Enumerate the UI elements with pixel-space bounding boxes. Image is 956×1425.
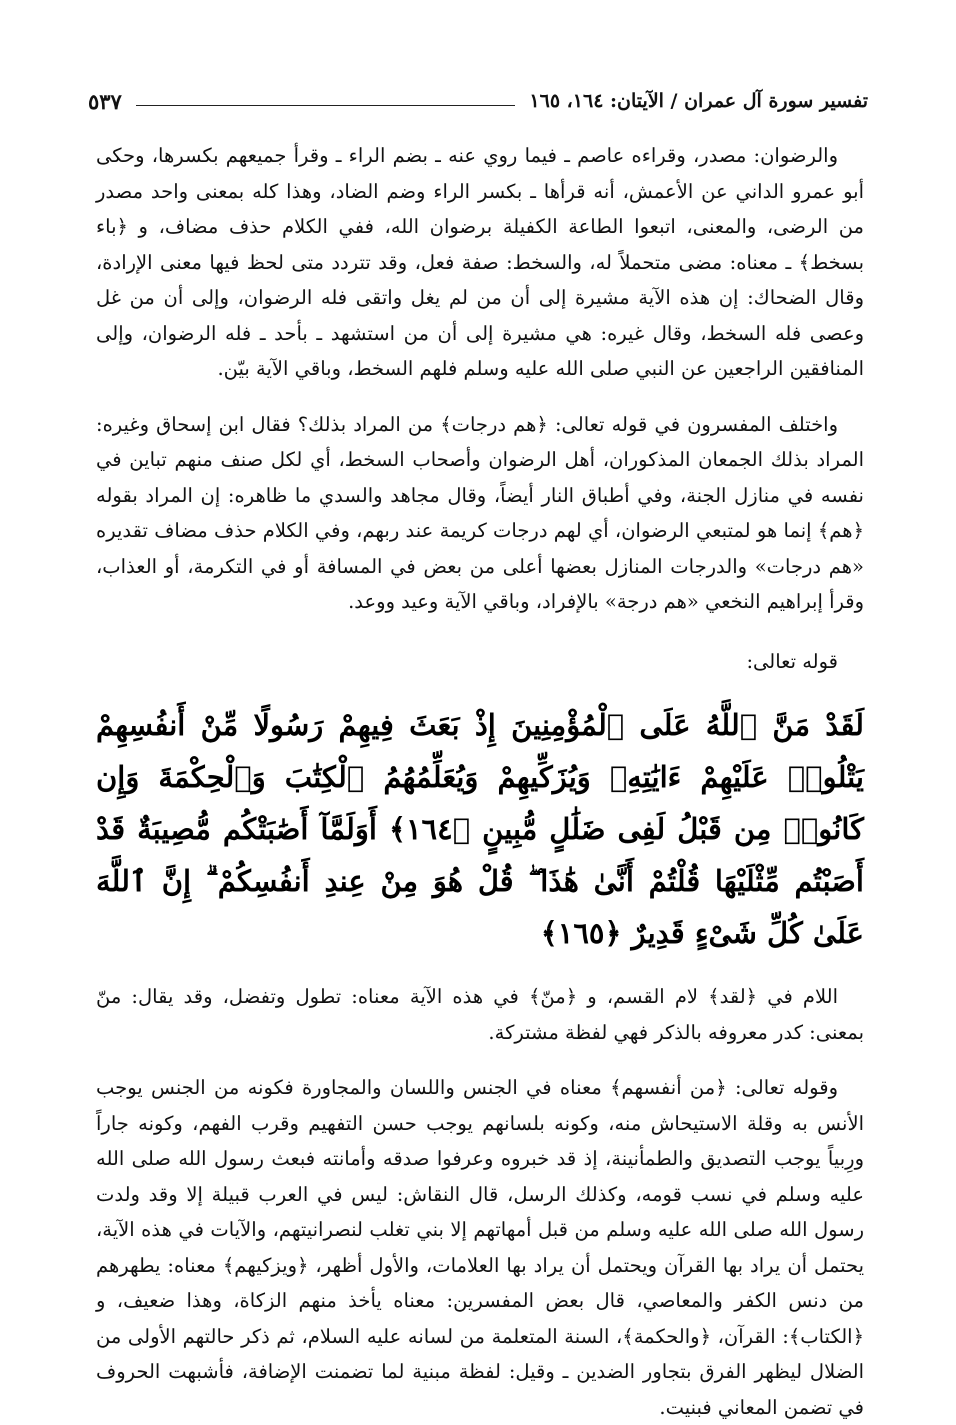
running-title: تفسير سورة آل عمران / الآيتان: ١٦٤، ١٦٥: [529, 90, 868, 112]
quran-verse: لَقَدْ مَنَّ ٱللَّهُ عَلَى ٱلْمُؤْمِنِينَ إِذْ بَعَثَ فِيهِمْ رَسُولًا مِّنْ أَنفُسِهِمْ يَتْلُوا۟ عَلَيْهِمْ ءَايَٰتِهِۦ وَيُزَكِّيهِمْ وَيُعَلِّمُهُمُ ٱلْكِتَٰبَ وَٱلْحِكْمَةَ وَإِن كَانُوا۟ مِن قَبْلُ لَفِى ضَلَٰلٍ مُّبِينٍ ﴿١٦٤﴾ أَوَلَمَّآ أَصَٰبَتْكُم مُّصِيبَةٌ قَدْ أَصَبْتُم مِّثْلَيْهَا قُلْتُمْ أَنَّىٰ هَٰذَا ۖ قُلْ هُوَ مِنْ عِندِ أَنفُسِكُمْ ۗ إِنَّ ٱللَّهَ عَلَىٰ كُلِّ شَىْءٍ قَدِيرٌ ﴿١٦٥﴾: [96, 708, 864, 950]
page-header: [88, 84, 868, 118]
verse-intro: قوله تعالى:: [746, 649, 838, 673]
paragraph-darajat: واختلف المفسرون في قوله تعالى: ﴿هم درجات﴾ من المراد بذلك؟ فقال ابن إسحاق وغيره: المراد بذلك الجمعان المذكوران، أهل الرضوان وأصحاب السخط، أي لكل صنف منهم تباين في نفسه في منازل الجنة، وفي أطباق النار أيضاً، وقال مجاهد والسدي ما ظاهره: إن المراد بقوله ﴿هم﴾ إنما هو لمتبعي الرضوان، أي لهم درجات كريمة عند ربهم، وفي الكلام حذف مضاف تقديره «هم درجات» والدرجات المنازل بعضها أعلى من بعض في المسافة أو في التكرمة، أو العذاب، وقرأ إبراهيم النخعي «هم درجة» بالإفراد، وباقي الآية وعيد ووعد.: [96, 412, 864, 613]
paragraph-ridwan: والرضوان: مصدر، وقراءه عاصم ـ فيما روي عنه ـ بضم الراء ـ وقرأ جميعهم بكسرها، وحكى أبو عمرو الداني عن الأعمش، أنه قرأها ـ بكسر الراء وضم الضاد، وهذا كله بمعنى واحد مصدر من الرضى، والمعنى، اتبعوا الطاعة الكفيلة برضوان الله، ففي الكلام حذف مضاف، و ﴿باء بسخط﴾ ـ معناه: مضى متحملاً له، والسخط: صفة فعل، وقد تتردد متى لحظ فيها معنى الإرادة، وقال الضحاك: إن هذه الآية مشيرة إلى أن من لم يغل واتقى فله الرضوان، وإلى أن من غل وعصى فله السخط، وقال غيره: هي مشيرة إلى أن من استشهد ـ بأحد ـ فله الرضوان، وإلى المنافقين الراجعين عن النبي صلى الله عليه وسلم فلهم السخط، وباقي الآية بيّن.: [96, 144, 864, 380]
page-body: [96, 138, 864, 1425]
page-number: ٥٣٧: [88, 88, 122, 114]
paragraph-anfusihim: وقوله تعالى: ﴿من أنفسهم﴾ معناه في الجنس واللسان والمجاورة فكونه من الجنس يوجب الأنس به وقلة الاستيحاش منه، وكونه بلسانهم يوجب حسن التفهيم وقرب الفهم، وكونه جاراً ورِبياً يوجب التصديق والطمأنينة، إذ قد خبروه وعرفوا صدقه وأمانته فبعث رسول الله صلى الله عليه وسلم في نسب قومه، وكذلك الرسل، قال النقاش: ليس في العرب قبيلة إلا وقد ولدت رسول الله صلى الله عليه وسلم من قبل أمهاتهم إلا بني تغلب لنصرانيتهم، والآيات في هذه الآية، يحتمل أن يراد بها القرآن ويحتمل أن يراد بها العلامات، والأول أظهر، ﴿ويزكيهم﴾ معناه: يطهرهم من دنس الكفر والمعاصي، قال بعض المفسرين: معناه يأخذ منهم الزكاة، وهذا ضعيف، و ﴿الكتاب﴾: القرآن، ﴿والحكمة﴾، السنة المتعلمة من لسانه عليه السلام، ثم ذكر حالتهم الأولى من الضلال ليظهر الفرق بتجاور الضدين ـ وقيل: لفظة مبنية لما تضمنت الإضافة، فأشبهت الحروف في تضمن المعاني فبنيت.: [96, 1076, 864, 1419]
header-rule: [136, 105, 516, 106]
paragraph-laqad: اللام في ﴿لقد﴾ لام القسم، و ﴿منّ﴾ في هذه الآية معناه: تطول وتفضل، وقد يقال: منّ بمعنى: كدر معروفه بالذكر فهي لفظة مشتركة.: [96, 985, 864, 1044]
